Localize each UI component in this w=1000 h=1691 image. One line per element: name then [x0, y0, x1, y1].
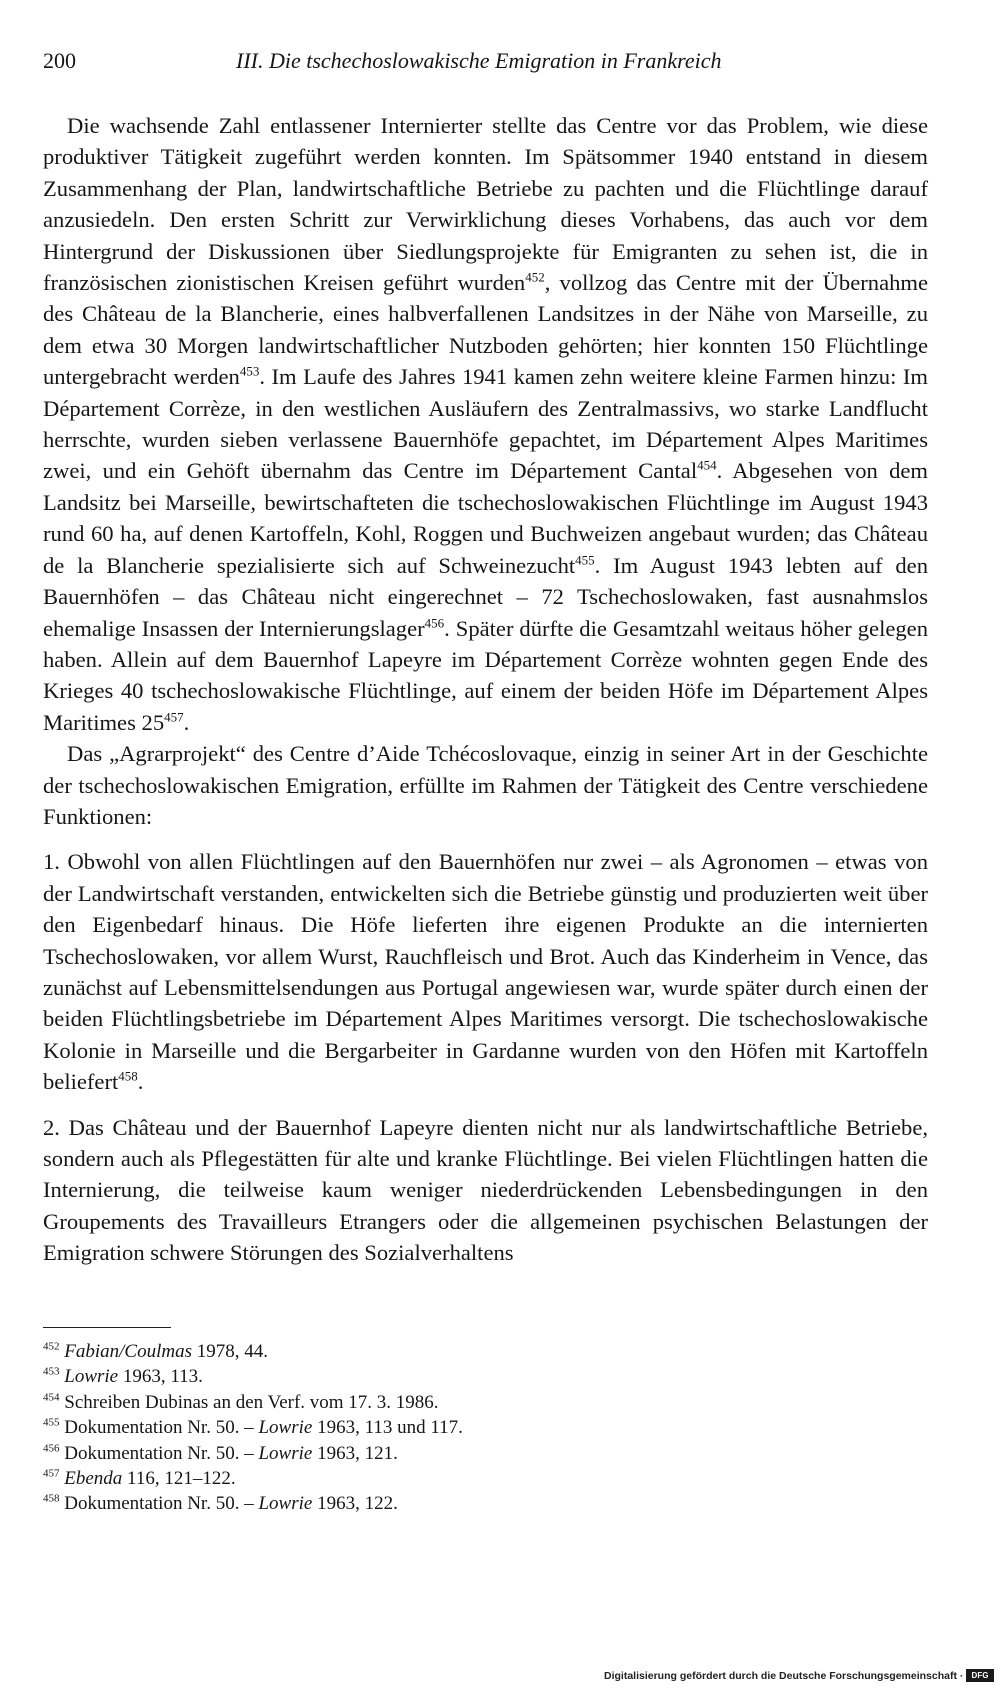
paragraph-text: 1. Obwohl von allen Flüchtlingen auf den Bauernhöfen nur zwei – als Agronomen – etwas von der Landwirtschaft verstanden, entwickelten sich die Betriebe günstig und produzierten weit über den Eigenbedarf hinaus. Die Höfe lieferten ihre eigenen Produkte an die internierten Tschechoslowaken, vor allem Wurst, Rauchfleisch und Brot. Auch das Kinderheim in Vence, das zunächst auf Lebensmittelsendungen aus Portugal angewiesen war, wurde später durch einen der beiden Flüchtlingsbetriebe im Département Alpes Maritimes versorgt. Die tschechoslowakische Kolonie in Marseille und die Bergarbeiter in Gardanne wurden von den Höfen mit Kartoffeln beliefert [43, 849, 928, 1095]
footnote-author: Ebenda [64, 1468, 123, 1490]
paragraph-text: 2. Das Château und der Bauernhof Lapeyre dienten nicht nur als landwirtschaftliche Betriebe, sondern auch als Pflegestätten für alte und kranke Flüchtlinge. Bei vielen Flüchtlingen hatten die Internierung, die teilweise kaum weniger niederdrückenden Lebensbedingungen in den Groupements des Travailleurs Etrangers oder die allgemeinen psychischen Belastungen der Emigration schwere Störungen des Sozialverhaltens [43, 1114, 928, 1266]
footnote-457 [43, 1466, 928, 1491]
footnote-author: Lowrie [64, 1366, 119, 1388]
running-head: III. Die tschechoslowakische Emigration in Frankreich [236, 48, 722, 73]
footnote-divider [43, 1327, 171, 1328]
page-number: 200 [43, 48, 76, 73]
footnote-453 [43, 1364, 928, 1389]
footnote-prefix: Dokumentation Nr. 50. – [64, 1442, 259, 1464]
footnote-number: 458 [43, 1493, 60, 1506]
footnote-author: Lowrie [258, 1442, 313, 1464]
footnote-number: 455 [43, 1416, 60, 1429]
footnote-prefix: Dokumentation Nr. 50. – [64, 1493, 259, 1515]
paragraph-2 [43, 738, 928, 832]
paragraph-text: . [183, 709, 190, 735]
paragraph-text: . Im Laufe des Jahres 1941 kamen zehn weitere kleine Farmen hinzu: Im Département Corrèze, in den westlichen Ausläufern des Zentralmassivs, wo starke Landflucht herrschte, wurden sieben verlassene Bauernhöfe gepachtet, im Département Alpes Maritimes zwei, und ein Gehöft übernahm das Centre im Département Cantal [43, 364, 928, 484]
footnote-456 [43, 1441, 928, 1466]
footnote-455 [43, 1415, 928, 1440]
footnote-text: 1963, 122. [312, 1493, 398, 1515]
footnote-number: 452 [43, 1340, 60, 1353]
paragraph-text: . Später dürfte die Gesamtzahl weitaus höher gelegen haben. Allein auf dem Bauernhof Lapeyre im Département Corrèze wohnten gegen Ende des Krieges 40 tschechoslowakische Flüchtlinge, auf einem der beiden Höfe im Département Alpes Maritimes 25 [43, 615, 929, 735]
footnote-ref-458: 458 [118, 1068, 138, 1084]
footnote-ref-455: 455 [575, 552, 595, 568]
paragraph-4 [43, 1112, 928, 1269]
paragraph-3 [43, 846, 928, 1097]
footnote-458 [43, 1491, 928, 1516]
paragraph-text: Das „Agrarprojekt“ des Centre d’Aide Tchécoslovaque, einzig in seiner Art in der Geschichte der tschechoslowakischen Emigration, erfüllte im Rahmen der Tätigkeit des Centre verschiedene Funktionen: [43, 741, 928, 829]
footnote-ref-456: 456 [424, 614, 445, 630]
footnote-number: 456 [43, 1442, 60, 1455]
footnote-ref-454: 454 [697, 457, 717, 473]
footnote-author: Fabian/Coulmas [64, 1341, 192, 1362]
paragraph-text: Die wachsende Zahl entlassener Internierter stellte das Centre vor das Problem, wie diese produktiver Tätigkeit zugeführt werden konnten. Im Spätsommer 1940 entstand in diesem Zusammenhang der Plan, landwirtschaftliche Betriebe zu pachten und die Flüchtlinge darauf anzusiedeln. Den ersten Schritt zur Verwirklichung dieses Vorhabens, das auch vor dem Hintergrund der Diskussionen über Siedlungsprojekte für Emigranten zu sehen ist, die in französischen zionistischen Kreisen geführt wurden [43, 113, 928, 296]
footnote-ref-453: 453 [239, 363, 260, 379]
footnote-number: 454 [43, 1391, 60, 1404]
footnote-text: 1978, 44. [191, 1341, 268, 1362]
footnote-number: 457 [43, 1467, 60, 1480]
footnote-prefix: Dokumentation Nr. 50. – [64, 1417, 259, 1439]
paragraph-text: , vollzog das Centre mit der Übernahme des Château de la Blancherie, eines halbverfallenen Landsitzes in der Nähe von Marseille, zu dem etwa 30 Morgen landwirtschaftlicher Nutzboden gehörten; hier konnten 150 Flüchtlinge untergebracht werden [43, 270, 928, 390]
footnote-text: Schreiben Dubinas an den Verf. vom 17. 3. 1986. [64, 1391, 439, 1413]
footnote-ref-452: 452 [525, 269, 545, 285]
paragraph-text: . Abgesehen von dem Landsitz bei Marseille, bewirtschafteten die tschechoslowakischen Flüchtlinge im August 1943 rund 60 ha, auf denen Kartoffeln, Kohl, Roggen und Buchweizen angebaut wurden; das Château de la Blancherie spezialisierte sich auf Schweinezucht [43, 458, 928, 578]
footnote-text: 1963, 113. [118, 1366, 203, 1388]
footnote-author: Lowrie [258, 1493, 313, 1515]
dfg-logo: DFG [966, 1669, 994, 1682]
body-text [43, 110, 928, 1269]
footnote-text: 1963, 113 und 117. [312, 1417, 463, 1439]
paragraph-text: . Im August 1943 lebten auf den Bauernhöfen – das Château nicht eingerechnet – 72 Tschechoslowaken, fast ausnahmslos ehemalige Insassen der Internierungslager [43, 552, 928, 641]
footnote-text: 1963, 121. [312, 1442, 398, 1464]
footnotes [43, 1339, 928, 1517]
paragraph-text: . [137, 1069, 144, 1095]
footnote-number: 453 [43, 1366, 60, 1379]
footnote-452 [43, 1339, 928, 1364]
digitization-credit: Digitalisierung gefördert durch die Deutsche Forschungsgemeinschaft · [604, 1670, 964, 1682]
paragraph-1 [43, 110, 928, 738]
footnote-ref-457: 457 [164, 709, 184, 725]
footnote-text: 116, 121–122. [122, 1468, 236, 1490]
footnote-author: Lowrie [258, 1417, 313, 1439]
footnote-454 [43, 1390, 928, 1415]
